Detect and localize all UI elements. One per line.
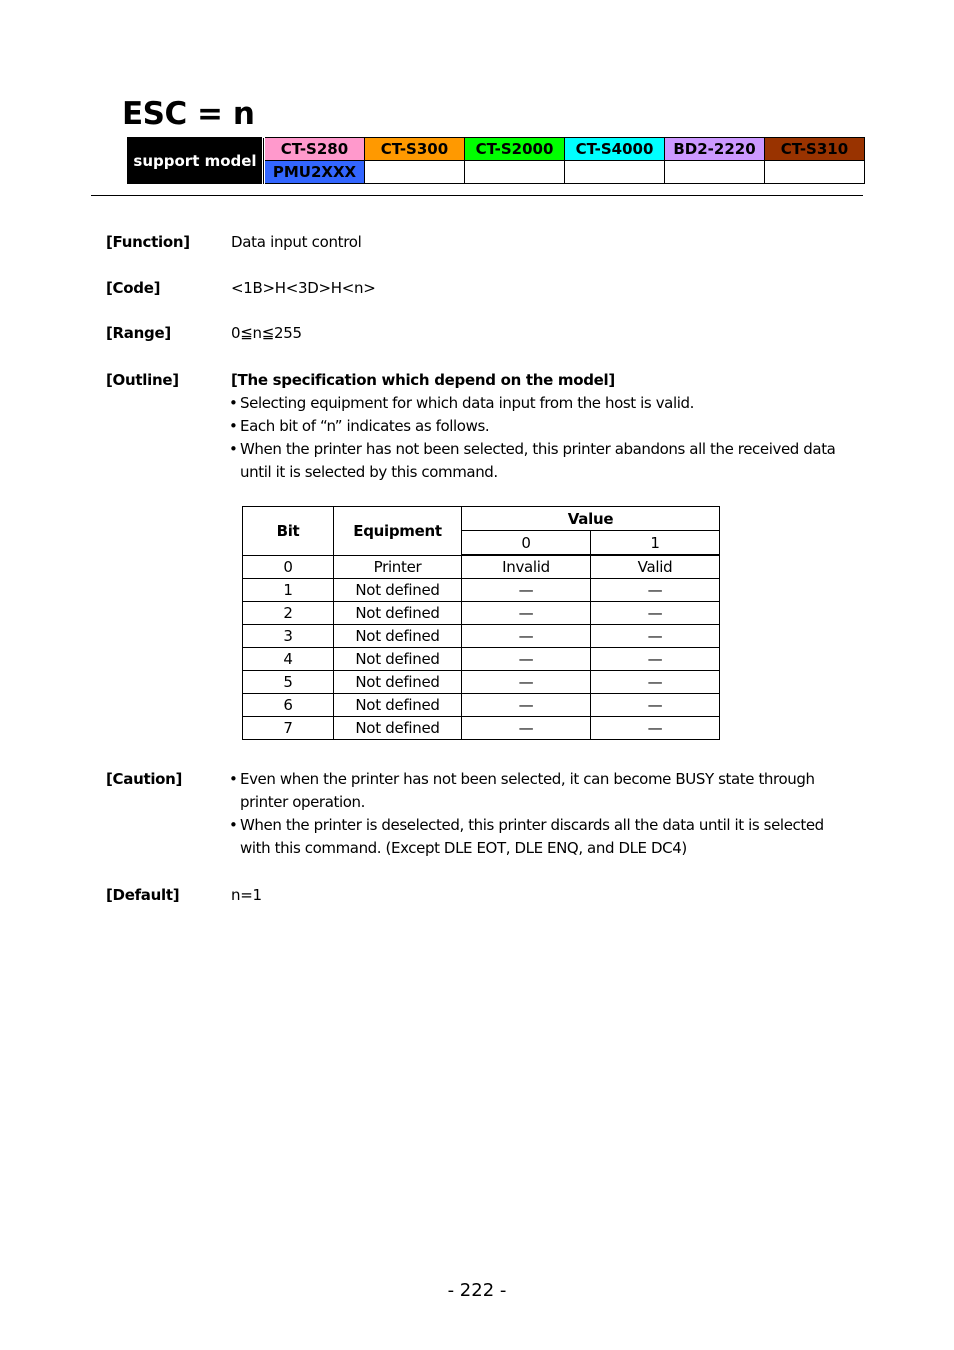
outline-heading: [The specification which depend on the model] <box>231 371 615 389</box>
horizontal-divider <box>91 195 863 196</box>
outline-label: [Outline] <box>106 371 179 389</box>
default-label: [Default] <box>106 886 180 904</box>
value-1-cell: Valid <box>591 555 720 579</box>
equipment-cell: Not defined <box>334 694 462 717</box>
model-cell-second-row <box>264 161 365 184</box>
table-row <box>243 602 720 625</box>
model-cell <box>465 138 565 161</box>
code-value: <1B>H<3D>H<n> <box>231 279 376 297</box>
bit-cell: 4 <box>243 648 334 671</box>
model-cell <box>565 138 665 161</box>
model-name: PMU2XXX <box>272 163 357 181</box>
table-row <box>243 555 720 579</box>
value-0-cell: Invalid <box>462 555 591 579</box>
model-name: CT-S2000 <box>475 140 554 158</box>
value-0-cell: — <box>462 717 591 740</box>
empty-cell <box>765 161 865 184</box>
support-model-label: support model <box>128 138 264 184</box>
table-row <box>243 579 720 602</box>
empty-cell <box>365 161 465 184</box>
bit-table <box>242 506 720 740</box>
bit-cell: 6 <box>243 694 334 717</box>
bit-header: Bit <box>243 507 334 556</box>
bit-cell: 0 <box>243 555 334 579</box>
empty-cell <box>465 161 565 184</box>
model-name: CT-S310 <box>780 140 849 158</box>
page-title: ESC = n <box>122 96 255 132</box>
value-1-cell: — <box>591 694 720 717</box>
empty-cell <box>565 161 665 184</box>
value-0-cell: — <box>462 694 591 717</box>
value-header: Value <box>462 507 720 531</box>
support-model-table <box>127 137 865 184</box>
value-1-cell: — <box>591 717 720 740</box>
empty-cell <box>665 161 765 184</box>
model-cell <box>264 138 365 161</box>
bit-cell: 3 <box>243 625 334 648</box>
value-1-header: 1 <box>591 531 720 556</box>
value-0-cell: — <box>462 602 591 625</box>
model-name: CT-S4000 <box>575 140 654 158</box>
bit-cell: 1 <box>243 579 334 602</box>
table-row <box>243 694 720 717</box>
caution-label: [Caution] <box>106 770 183 788</box>
range-value: 0≦n≦255 <box>231 324 302 342</box>
model-name: CT-S280 <box>280 140 349 158</box>
value-1-cell: — <box>591 602 720 625</box>
equipment-cell: Not defined <box>334 648 462 671</box>
model-name: CT-S300 <box>380 140 449 158</box>
equipment-cell: Printer <box>334 555 462 579</box>
bit-cell: 5 <box>243 671 334 694</box>
value-1-cell: — <box>591 579 720 602</box>
bit-cell: 2 <box>243 602 334 625</box>
bit-table-body <box>243 555 720 740</box>
model-cell <box>365 138 465 161</box>
model-cell <box>765 138 865 161</box>
caution-bullet: • When the printer is deselected, this printer discards all the data until it is selected with this command. (Except DLE EOT, DLE ENQ, and DLE DC4) <box>229 814 839 860</box>
equipment-cell: Not defined <box>334 671 462 694</box>
default-value: n=1 <box>231 886 262 904</box>
outline-bullet: • When the printer has not been selected, this printer abandons all the received data until it is selected by this command. <box>229 438 839 484</box>
table-row <box>243 625 720 648</box>
model-cell <box>665 138 765 161</box>
function-value: Data input control <box>231 233 362 251</box>
equipment-cell: Not defined <box>334 579 462 602</box>
outline-bullet: • Selecting equipment for which data input from the host is valid. <box>229 392 839 415</box>
value-1-cell: — <box>591 648 720 671</box>
value-1-cell: — <box>591 671 720 694</box>
equipment-cell: Not defined <box>334 717 462 740</box>
value-0-cell: — <box>462 648 591 671</box>
equipment-header: Equipment <box>334 507 462 556</box>
value-0-cell: — <box>462 579 591 602</box>
caution-bullet-list <box>229 768 839 860</box>
bit-cell: 7 <box>243 717 334 740</box>
value-0-cell: — <box>462 625 591 648</box>
page-number: - 222 - <box>447 1280 507 1301</box>
outline-bullet-list <box>229 392 839 484</box>
outline-bullet: • Each bit of “n” indicates as follows. <box>229 415 839 438</box>
table-row <box>243 671 720 694</box>
value-1-cell: — <box>591 625 720 648</box>
code-label: [Code] <box>106 279 161 297</box>
value-0-cell: — <box>462 671 591 694</box>
range-label: [Range] <box>106 324 171 342</box>
value-0-header: 0 <box>462 531 591 556</box>
function-label: [Function] <box>106 233 190 251</box>
caution-bullet: • Even when the printer has not been selected, it can become BUSY state through printer operation. <box>229 768 839 814</box>
equipment-cell: Not defined <box>334 625 462 648</box>
model-name: BD2-2220 <box>673 140 756 158</box>
table-row <box>243 648 720 671</box>
equipment-cell: Not defined <box>334 602 462 625</box>
table-row <box>243 717 720 740</box>
